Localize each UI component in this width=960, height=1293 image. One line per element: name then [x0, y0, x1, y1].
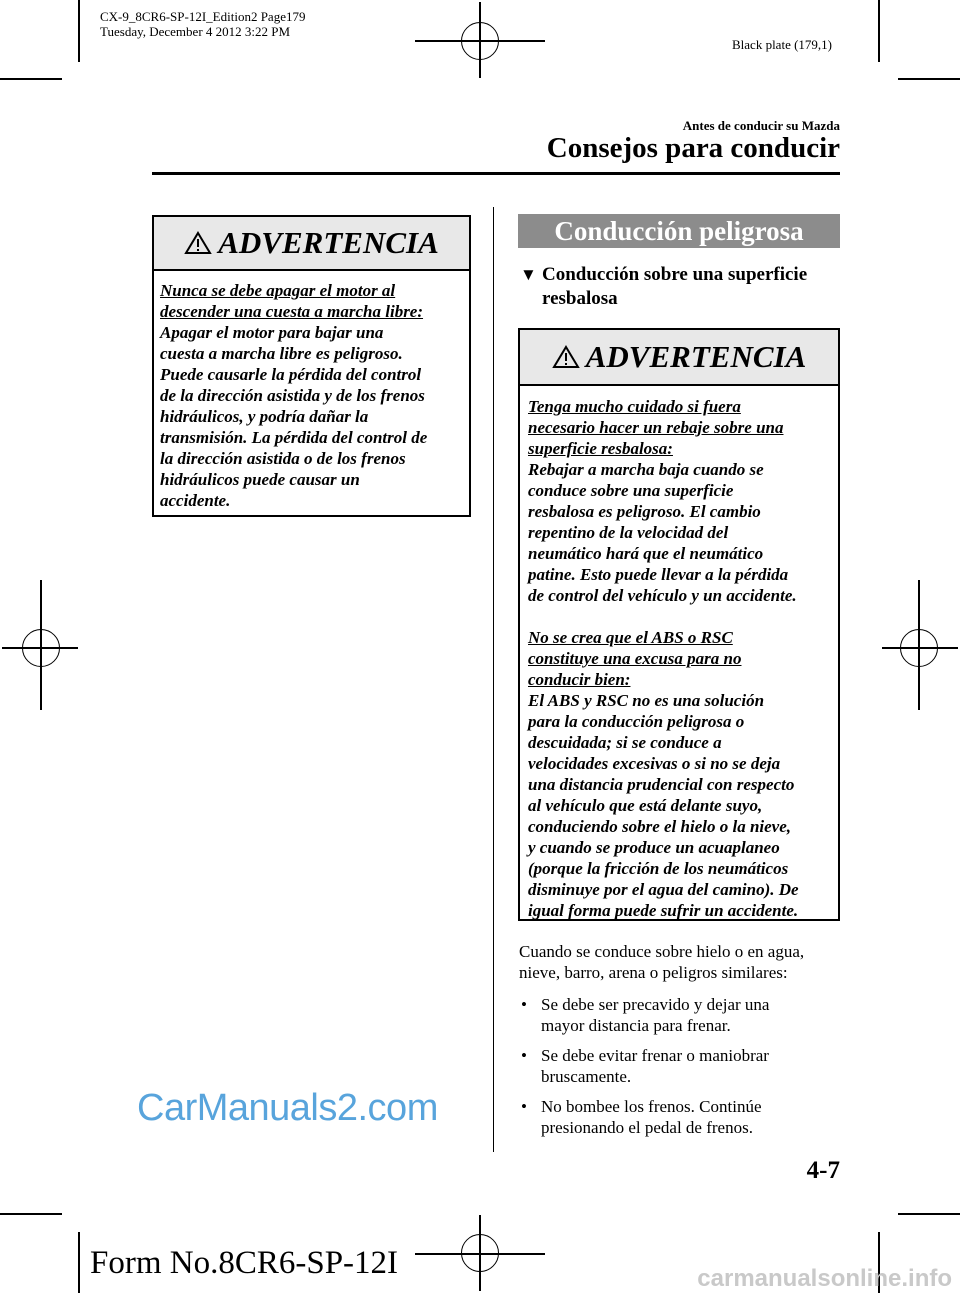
crop-mark [78, 0, 80, 62]
warning-body-line: repentino de la velocidad del [528, 523, 729, 542]
warning-body-line: la dirección asistida o de los frenos [160, 449, 406, 468]
body-intro [519, 941, 849, 983]
warning-body-line: (porque la fricción de los neumáticos [528, 859, 789, 878]
subheading [520, 263, 840, 311]
warning-body-line: hidráulicos puede causar un [160, 470, 360, 489]
warning-body-line: patine. Esto puede llevar a la pérdida [528, 565, 789, 584]
warning-body-line: hidráulicos, y podría dañar la [160, 407, 369, 426]
warning-triangle-icon [552, 345, 580, 369]
warning-heading-line: necesario hacer un rebaje sobre una [528, 418, 784, 437]
list-item-line: presionando el pedal de frenos. [541, 1118, 753, 1137]
warning-body-line: de control del vehículo y un accidente. [528, 586, 797, 605]
warning-triangle-icon [184, 231, 212, 255]
list-item-line: bruscamente. [541, 1067, 632, 1086]
section-banner-label: Conducción peligrosa [554, 215, 804, 246]
body-line: Cuando se conduce sobre hielo o en agua, [519, 942, 805, 961]
warning-text [520, 386, 838, 921]
section-title: Consejos para conducir [546, 132, 840, 164]
warning-body-line: cuesta a marcha libre es peligroso. [160, 344, 403, 363]
registration-circle [461, 1234, 499, 1272]
watermark-left[interactable]: CarManuals2.com [137, 1087, 438, 1129]
warning-body-line: El ABS y RSC no es una solución [528, 691, 765, 710]
bullet-icon: • [521, 1046, 527, 1065]
warning-body-line: igual forma puede sufrir un accidente. [528, 901, 799, 920]
warning-title: ADVERTENCIA [218, 225, 439, 260]
warning-header [520, 330, 838, 386]
watermark-right[interactable]: carmanualsonline.info [697, 1265, 952, 1292]
warning-heading-line: Tenga mucho cuidado si fuera [528, 397, 741, 416]
warning-body-line: Rebajar a marcha baja cuando se [528, 460, 764, 479]
warning-title: ADVERTENCIA [585, 339, 807, 374]
warning-body-line: descuidada; si se conduce a [528, 733, 722, 752]
warning-body-line: neumático hará que el neumático [528, 544, 764, 563]
list-item-line: Se debe ser precavido y dejar una [541, 995, 770, 1014]
list-item-line: Se debe evitar frenar o maniobrar [541, 1046, 769, 1065]
warning-header [154, 217, 469, 271]
crop-mark [0, 78, 62, 80]
section-subtitle: Antes de conducir su Mazda [682, 118, 840, 133]
warning-box-right [518, 328, 840, 921]
warning-body-line: para la conducción peligrosa o [528, 712, 745, 731]
registration-circle [461, 22, 499, 60]
page-number: 4-7 [806, 1157, 840, 1184]
warning-heading-line: constituye una excusa para no [528, 649, 742, 668]
warning-body-line: al vehículo que está delante suyo, [528, 796, 763, 815]
warning-body-line: Puede causarle la pérdida del control [160, 365, 422, 384]
warning-body-line: una distancia prudencial con respecto [528, 775, 795, 794]
crop-mark [0, 1213, 62, 1215]
warning-heading-line: conducir bien: [528, 670, 631, 689]
print-file-line: CX-9_8CR6-SP-12I_Edition2 Page179 [100, 9, 306, 24]
warning-box-left [152, 215, 471, 517]
bullet-icon: • [521, 995, 527, 1014]
crop-mark [898, 78, 960, 80]
form-number: Form No.8CR6-SP-12I [90, 1245, 399, 1281]
warning-heading-line: superficie resbalosa: [528, 439, 673, 458]
print-info [100, 9, 305, 39]
crop-mark [78, 1232, 80, 1293]
section-banner [518, 214, 840, 248]
warning-body-line: velocidades excesivas o si no se deja [528, 754, 781, 773]
warning-body-line: y cuando se produce un acuaplaneo [528, 838, 780, 857]
warning-body-line: accidente. [160, 491, 231, 510]
list-item-line: No bombee los frenos. Continúe [541, 1097, 762, 1116]
warning-body-line: Apagar el motor para bajar una [160, 323, 384, 342]
bullet-icon: • [521, 1097, 527, 1116]
crop-mark [898, 1213, 960, 1215]
print-date-line: Tuesday, December 4 2012 3:22 PM [100, 24, 291, 39]
body-line: nieve, barro, arena o peligros similares: [519, 963, 788, 982]
subheading-line: Conducción sobre una superficie [542, 264, 808, 285]
crop-mark [878, 0, 880, 62]
registration-circle [22, 629, 60, 667]
subheading-line: resbalosa [542, 288, 618, 309]
list-item-line: mayor distancia para frenar. [541, 1016, 731, 1035]
warning-body-line: de la dirección asistida y de los frenos [160, 386, 425, 405]
warning-heading-line: No se crea que el ABS o RSC [528, 628, 733, 647]
warning-body-line: disminuye por el agua del camino). De [528, 880, 799, 899]
warning-heading-line: Nunca se debe apagar el motor al [160, 281, 396, 300]
warning-heading-line: descender una cuesta a marcha libre: [160, 302, 424, 321]
warning-body-line: resbalosa es peligroso. El cambio [528, 502, 761, 521]
triangle-down-icon: ▼ [520, 265, 537, 284]
header-rule [152, 172, 840, 175]
registration-circle [900, 629, 938, 667]
plate-label: Black plate (179,1) [732, 37, 832, 52]
warning-text [154, 271, 469, 511]
warning-body-line: conduciendo sobre el hielo o la nieve, [528, 817, 792, 836]
column-divider [493, 207, 494, 1152]
warning-body-line: conduce sobre una superficie [528, 481, 734, 500]
warning-body-line: transmisión. La pérdida del control de [160, 428, 428, 447]
